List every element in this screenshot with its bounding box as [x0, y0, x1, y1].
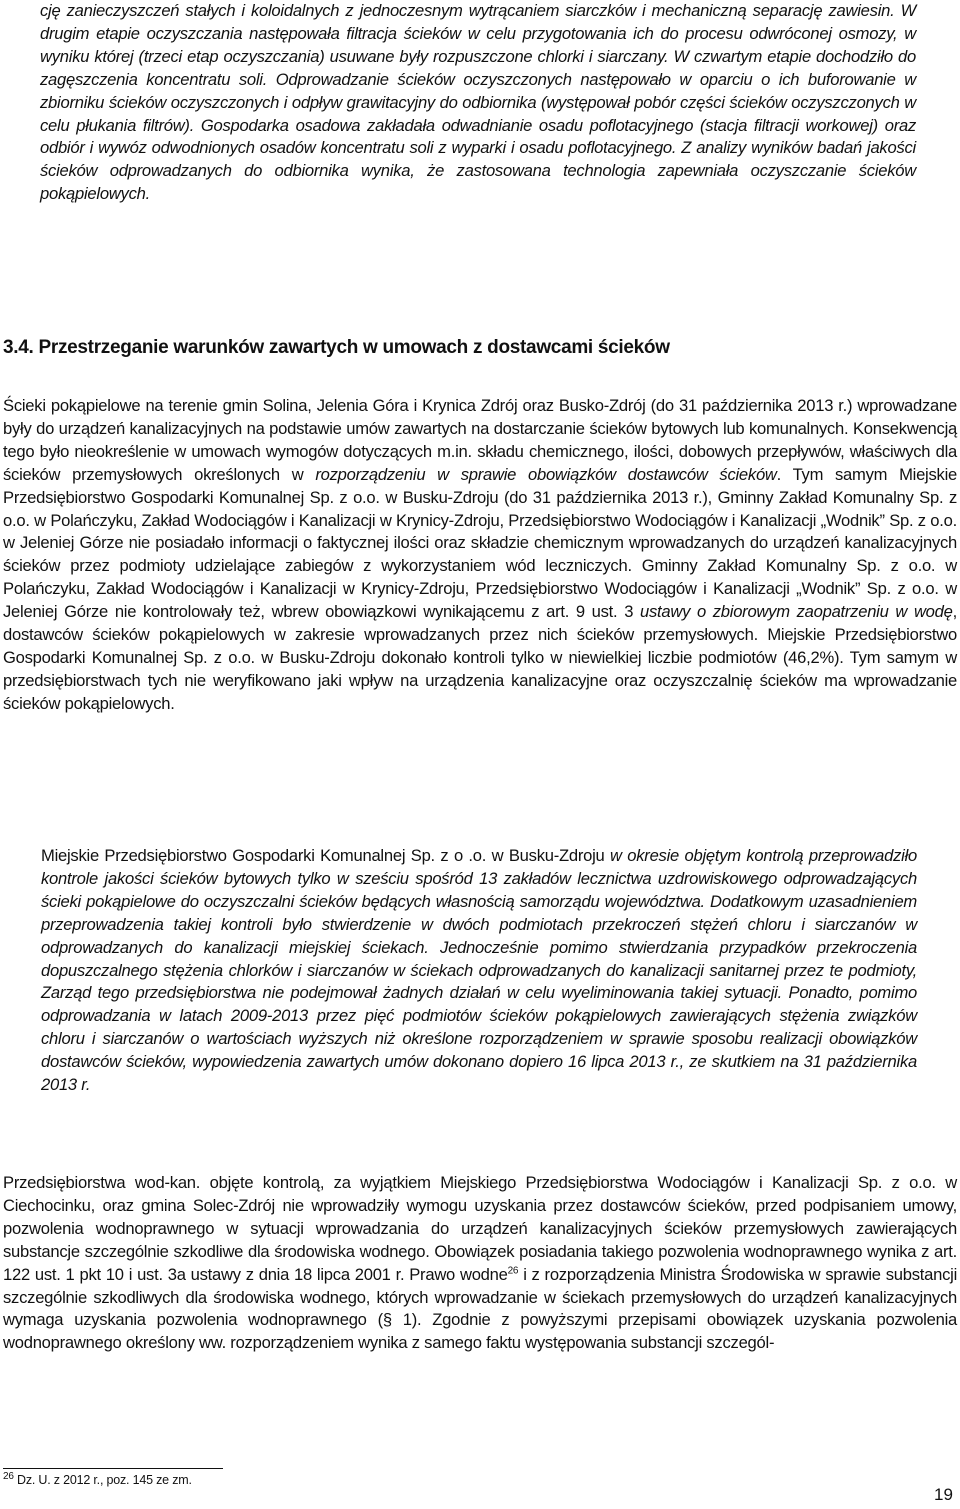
footnote-divider — [3, 1468, 223, 1469]
p1-text-c: . Tym samym Miejskie Przedsiębiorstwo Gospodarki Komunalnej Sp. z o.o. w Busku-Zdroju (do 31 października 2013 r.), Gminny Zakład Komunalny Sp. z o.o. w Polańczyku, Zakład Wodociągów i Kanalizacji w Krynicy-Zdroju, Przedsiębiorstwo Wodociągów i Kanalizacji „Wodnik” Sp. z o.o. w Jeleniej Górze nie posiadało informacji o faktycznej ilości oraz składzie chemicznym wprowadzanych do urządzeń kanalizacyjnych ścieków przez podmioty udzielające zabiegów z wykorzystaniem wód leczniczych. Gminny Zakład Komunalny Sp. z o.o. w Polańczyku, Zakład Wodociągów i Kanalizacji w Krynicy-Zdroju, Przedsiębiorstwo Wodociągów i Kanalizacji „Wodnik” Sp. z o.o. w Jeleniej Górze nie kontrolowały też, wbrew obowiązkowi wynikającemu z art. 9 ust. 3 — [3, 464, 957, 622]
body-paragraph-1 — [3, 395, 957, 716]
intro-sentence-3: Odprowadzanie ścieków oczyszczonych następowało w oparciu o ich buforowanie w zbiorniku ścieków oczyszczonych i odpływ grawitacyjny do odbiornika (występował pobór części ścieków oczyszczonych w celu płukania filtrów). — [40, 69, 916, 135]
section-title: Przestrzeganie warunków zawartych w umowach z dostawcami ścieków — [33, 337, 670, 358]
footnote — [3, 1470, 192, 1487]
intro-sentence-5: Z analizy wyników badań jakości ścieków odprowadzanych do odbiornika wynika, że zastosowana technologia zapewniała oczyszczanie ścieków pokąpielowych. — [40, 138, 916, 204]
intro-sentence-2: W czwartym etapie dochodziło do zagęszczenia koncentratu soli. — [40, 46, 916, 89]
example-paragraph — [41, 845, 917, 1097]
p1-citation-regulation: rozporządzeniu w sprawie obowiązków dostawców ścieków — [315, 464, 777, 484]
p1-text-a: Ścieki pokąpielowe na terenie gmin Solina, Jelenia Góra i Krynica Zdrój oraz Busko-Zdrój (do 31 października 2013 r.) wprowadzane były do urządzeń kanalizacyjnych na podstawie umów zawartych na dostarczanie ścieków bytowych lub komunalnych. Konsekwencją tego było nieokreślenie w umowach wymogów dotyczących m.in. składu chemicznego, ilości, dobowych przepływów, właściwych dla ścieków przemysłowych określonych w — [3, 396, 957, 484]
section-number: 3.4. — [3, 337, 34, 358]
p2-text-b: i z rozporządzenia Ministra Środowiska w sprawie substancji szczególnie szkodliwych dla środowiska wodnego, których wprowadzanie w ściekach przemysłowych do urządzeń kanalizacyjnych wymaga uzyskania pozwolenia wodnoprawnego (§ 1). Zgodnie z powyższymi przepisami obowiązek uzyskania pozwolenia wodnoprawnego określony ww. rozporządzeniem wynika z samego faktu występowania substancji szczegól- — [3, 1264, 958, 1353]
footnote-reference: 26 — [507, 1265, 519, 1277]
quote-body: w okresie objętym kontrolą przeprowadziło kontrole jakości ścieków bytowych tylko w sześciu spośród 13 zakładów lecznictwa uzdrowiskowego odprowadzających ścieki pokąpielowe do oczyszczalni ścieków będących własnością samorządu województwa. Dodatkowym uzasadnieniem przeprowadzenia takiej kontroli było stwierdzenie w dwóch podmiotach przekroczeń stężeń chloru i siarczanów w odprowadzanych do kanalizacji miejskiej ściekach. Jednocześnie pomimo stwierdzania przypadków przekroczenia dopuszczalnego stężenia chlorków i siarczanów w ściekach odprowadzanych do kanalizacji sanitarnej przez te podmioty, Zarząd tego przedsiębiorstwa nie podejmował żadnych działań w celu wyeliminowania takiej sytuacji. Ponadto, pomimo odprowadzania w latach 2009-2013 przez pięć podmiotów ścieków pokąpielowych zawierających stężenia związków chloru i siarczanów o wartościach wyższych niż określone rozporządzeniem w sprawie sposobu realizacji obowiązków dostawców ścieków, wypowiedzenia zawartych umów dokonano dopiero 16 lipca 2013 r., ze skutkiem na 31 października 2013 r. — [41, 846, 917, 1095]
p1-text-e: , dostawców ścieków pokąpielowych w zakresie wprowadzanych przez nich ścieków przemysłowych. Miejskie Przedsiębiorstwo Gospodarki Komunalnej Sp. z o.o. w Busku-Zdroju dokonało kontroli tylko w niewielkiej liczbie podmiotów (46,2%). Tym samym w przedsiębiorstwach tych nie weryfikowano jaki wpływ na urządzenia kanalizacyjne oraz oczyszczalnię ścieków ma wprowadzanie ścieków pokąpielowych. — [3, 602, 957, 713]
p2-text-a: Przedsiębiorstwa wod-kan. objęte kontrolą, za wyjątkiem Miejskiego Przedsiębiorstwa Wodociągów i Kanalizacji Sp. z o.o. w Ciechocinku, oraz gmina Solec-Zdrój nie wprowadziły wymogu uzyskania przez dostawców ścieków, przed podpisaniem umowy, pozwolenia wodnoprawnego w sytuacji wprowadzania do urządzeń kanalizacyjnych ścieków przemysłowych zawierających substancje szczególnie szkodliwe dla środowiska wodnego. Obowiązek posiadania takiego pozwolenia wodnoprawnego wynika z art. 122 ust. 1 pkt 10 i ust. 3a ustawy z dnia 18 lipca 2001 r. Prawo wodne — [3, 1173, 957, 1284]
section-heading — [3, 337, 903, 359]
page-number: 19 — [934, 1485, 953, 1504]
intro-sentence-1: cję zanieczyszczeń stałych i koloidalnych z jednoczesnym wytrącaniem siarczków i mechaniczną separację zawiesin. W drugim etapie oczyszczania następowała filtracja ścieków w celu przygotowania ich do procesu odwróconej osmozy, w wyniku której (trzeci etap oczyszczania) usuwane były rozpuszczone chlorki i siarczany. — [40, 1, 916, 66]
footnote-mark: 26 — [3, 1470, 14, 1482]
intro-paragraph — [40, 0, 916, 206]
p1-citation-act: ustawy o zbiorowym zaopatrzeniu w wodę — [640, 602, 953, 622]
body-paragraph-2 — [3, 1172, 957, 1355]
quote-lead: Miejskie Przedsiębiorstwo Gospodarki Komunalnej Sp. z o .o. w Busku-Zdroju — [41, 846, 605, 865]
footnote-text: Dz. U. z 2012 r., poz. 145 ze zm. — [13, 1473, 192, 1487]
intro-sentence-4: Gospodarka osadowa zakładała odwadnianie osadu poflotacyjnego (stacja filtracji workowej) oraz odbiór i wywóz odwodnionych osadów koncentratu soli z wyparki i osadu poflotacyjnego. — [40, 115, 916, 158]
